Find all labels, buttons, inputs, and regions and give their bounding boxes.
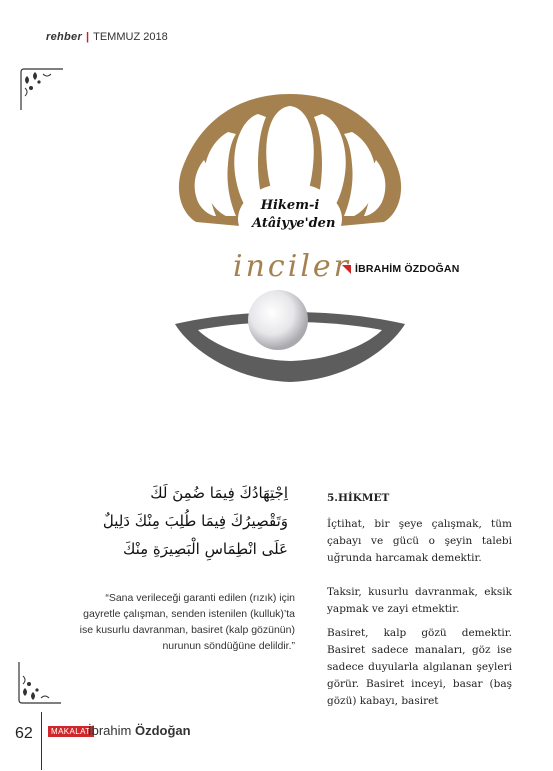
corner-ornament-bottom-icon — [15, 660, 63, 706]
title-line-2: Atâiyye'den — [252, 216, 336, 231]
translation-quote: “Sana verileceği garanti edilen (rızık) için gayretle çalışman, senden istenilen (kulluk)’ta ise kusurlu davranman, basiret (kalp gözünün) nurunun söndüğüne delildir.” — [79, 592, 295, 652]
header-separator: | — [86, 31, 90, 43]
footer-divider — [41, 712, 42, 770]
title-block — [252, 197, 336, 233]
footer-author-first: İbrahim — [88, 723, 132, 738]
arabic-quote — [90, 479, 288, 563]
page-header — [46, 31, 168, 43]
footer-author-last: Özdoğan — [134, 723, 191, 738]
arabic-line: عَلَى انْطِمَاسِ الْبَصِيرَةِ مِنْكَ — [122, 540, 288, 558]
main-title: inciler — [233, 249, 352, 284]
paragraph: İçtihat, bir şeye çalışmak, tüm çabayı ve gücü o şeyin talebi uğrunda harcamak demektir. — [327, 518, 512, 564]
arabic-line: وَتَقْصِيرُكَ فِيمَا طُلِبَ مِنْكَ دَلِيلٌ — [102, 512, 288, 530]
arabic-line: اِجْتِهَادُكَ فِيمَا ضُمِنَ لَكَ — [150, 484, 288, 502]
title-line-1: Hikem-i — [260, 198, 320, 213]
footer-author — [88, 723, 191, 738]
paragraph: Basiret, kalp gözü demektir. Basiret sadece manaları, göz ise sadece duyularla algılanan şeyleri görür. Basiret inceyi, basar (baş gözü) kabayı, basiret — [327, 627, 512, 707]
section-heading: 5.HİKMET — [327, 492, 390, 504]
author-marker-icon — [342, 265, 351, 274]
author-name: İBRAHİM ÖZDOĞAN — [355, 263, 460, 275]
brand-logo: rehber — [46, 31, 83, 43]
corner-ornament-icon — [17, 66, 65, 112]
pearl-shell-illustration-icon — [170, 84, 410, 384]
paragraph: Taksir, kusurlu davranmak, eksik yapmak ve zayi etmektir. — [327, 586, 512, 615]
issue-date: TEMMUZ 2018 — [93, 31, 168, 43]
section-badge: MAKALAT — [48, 726, 94, 737]
page-number: 62 — [15, 725, 33, 742]
